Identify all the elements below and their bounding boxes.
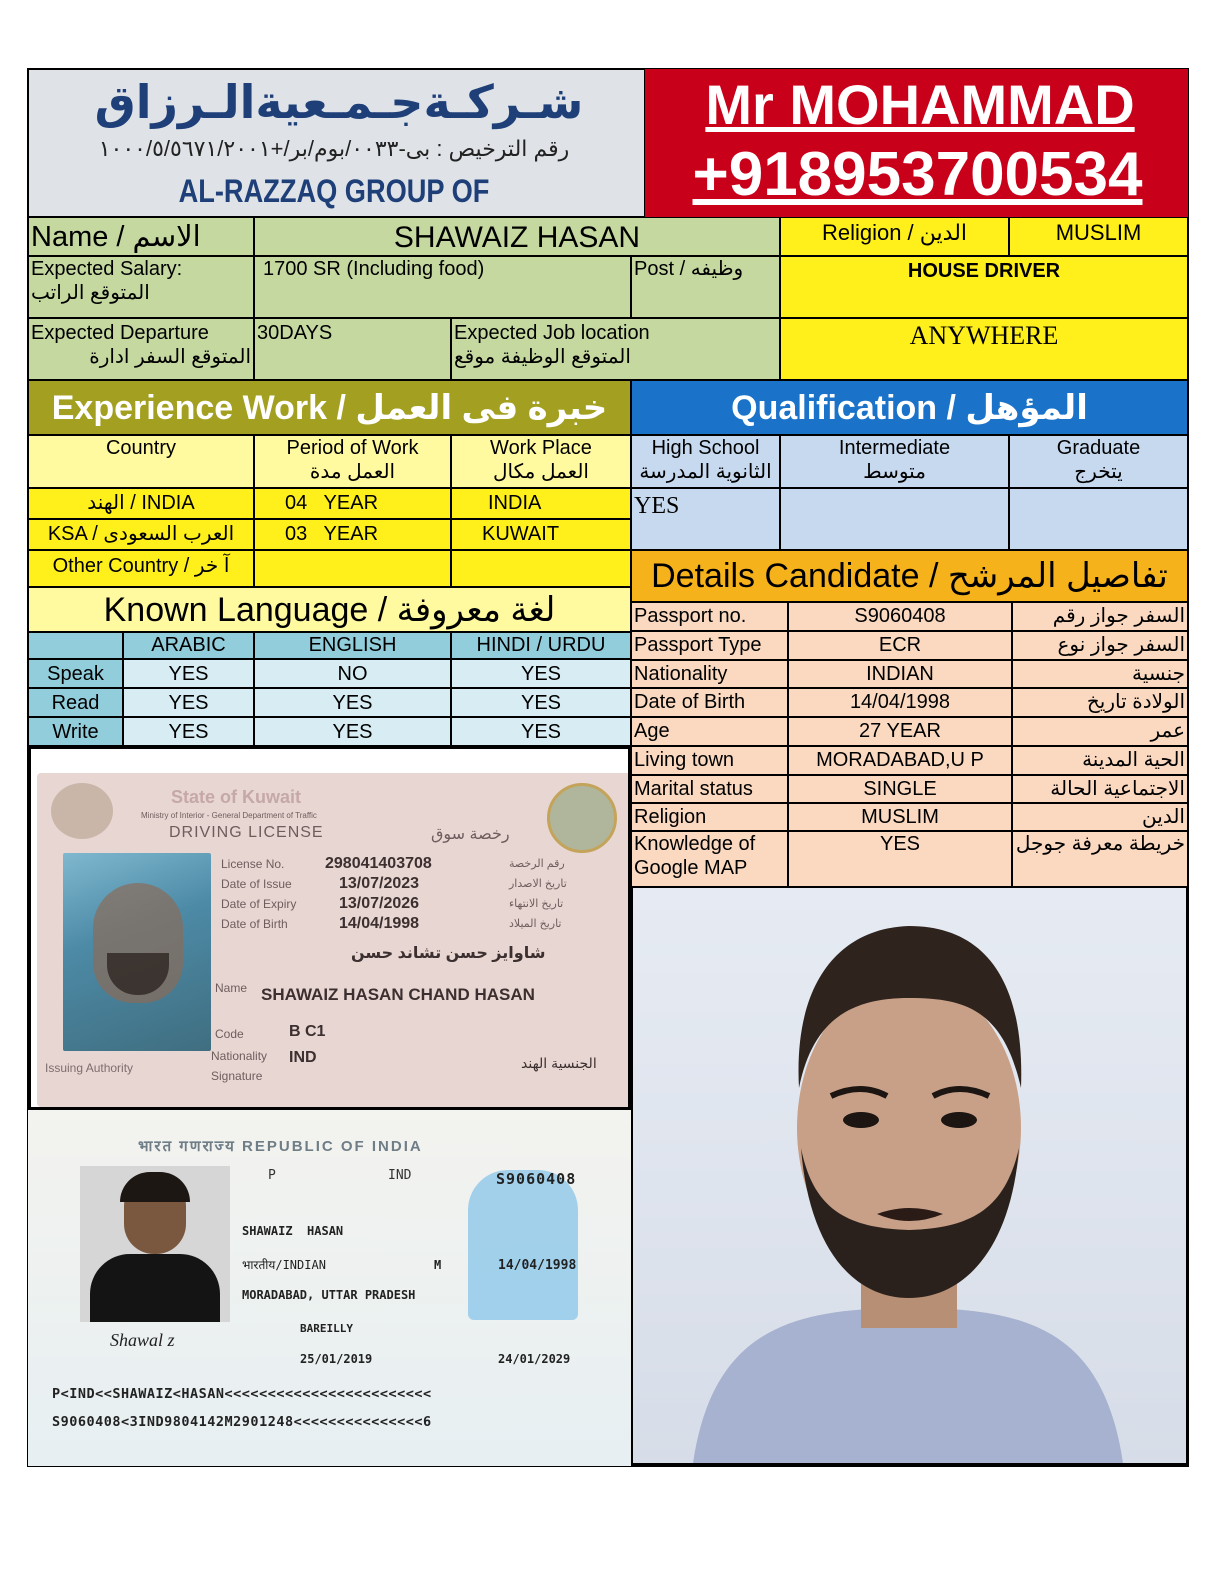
detail-label-ar: السفر جواز نوع: [1012, 631, 1188, 660]
detail-value: 27 YEAR: [788, 717, 1012, 746]
license-field-label-ar: رقم الرخصة: [509, 858, 565, 870]
passport-ghost-photo: [468, 1170, 578, 1320]
license-code-label: Code: [215, 1027, 244, 1041]
language-corner: [28, 632, 123, 659]
language-write-arabic: YES: [123, 717, 254, 746]
detail-label: Living town: [631, 746, 788, 775]
kuwait-emblem-icon: [51, 783, 113, 839]
candidate-portrait-svg: [633, 888, 1186, 1463]
language-row-read: Read: [28, 688, 123, 717]
passport-header: भारत गणराज्य REPUBLIC OF INDIA: [138, 1138, 423, 1155]
license-nationality: IND: [289, 1049, 317, 1066]
qual-value-graduate: [1009, 488, 1188, 550]
traffic-seal-icon: [547, 783, 617, 853]
license-field-label: Date of Birth: [221, 917, 288, 931]
candidate-photo: [631, 886, 1188, 1465]
detail-value: SINGLE: [788, 775, 1012, 803]
license-field-label: License No.: [221, 857, 285, 871]
passport-date-of-issue: 25/01/2019: [300, 1352, 373, 1366]
language-col-arabic: ARABIC: [123, 632, 254, 659]
company-license: رقم الترخيص : بى-٠٠٣٣/بوم/بر/+١٠٠٠/٥/٥٦٧١/٢٠٠١: [98, 136, 570, 161]
detail-value: MUSLIM: [788, 803, 1012, 831]
passport-dob: 14/04/1998: [498, 1258, 577, 1273]
exp-row-2-period: 03 YEAR: [254, 519, 451, 550]
license-field-value: 298041403708: [325, 855, 432, 872]
qual-header-intermediate-ar: متوسط: [863, 461, 926, 483]
departure-label-en: Expected Departure: [31, 322, 209, 344]
name-label: Name / الاسم: [28, 217, 254, 256]
detail-value: 14/04/1998: [788, 688, 1012, 717]
detail-label: Nationality: [631, 660, 788, 688]
license-code: B C1: [289, 1023, 326, 1040]
religion-label: Religion / الدين: [780, 217, 1009, 256]
passport-country: IND: [388, 1168, 412, 1183]
detail-label: Date of Birth: [631, 688, 788, 717]
company-logo: [28, 69, 645, 217]
license-field-label: Date of Expiry: [221, 897, 297, 911]
passport-photo: [80, 1166, 230, 1322]
qual-header-highschool: [631, 435, 780, 488]
exp-header-country: [28, 435, 254, 488]
license-photo: [63, 853, 211, 1051]
language-row-speak: Speak: [28, 659, 123, 688]
exp-header-place-ar: العمل مكال: [493, 461, 589, 483]
detail-value: INDIAN: [788, 660, 1012, 688]
detail-label-ar: الاجتماعية الحالة: [1012, 775, 1188, 803]
qual-header-intermediate-en: Intermediate: [838, 437, 951, 459]
detail-label-ar: السفر جواز رقم: [1012, 602, 1188, 631]
exp-row-1-place: INDIA: [451, 488, 631, 519]
name-value: SHAWAIZ HASAN: [254, 217, 780, 256]
detail-label: Passport Type: [631, 631, 788, 660]
detail-value: YES: [788, 831, 1012, 887]
license-title-ar: رخصة سوق: [431, 826, 510, 843]
exp-row-3-period: [254, 550, 451, 587]
location-label: [451, 318, 780, 380]
qual-value-intermediate: [780, 488, 1009, 550]
contact-phone: +918953700534: [692, 140, 1143, 209]
passport-signature: Shawal z: [110, 1330, 175, 1350]
license-name-label: Name: [215, 981, 248, 995]
company-english-name: AL-RAZZAQ GROUP OF: [178, 173, 490, 209]
exp-row-2-country: KSA / العرب السعودى: [28, 519, 254, 550]
language-read-arabic: YES: [123, 688, 254, 717]
salary-label-en: Expected Salary:: [31, 258, 183, 280]
license-title: DRIVING LICENSE: [169, 824, 324, 841]
detail-value: ECR: [788, 631, 1012, 660]
license-ministry: Ministry of Interior - General Department of Traffic: [141, 811, 317, 820]
license-nationality-label: Nationality: [211, 1049, 268, 1063]
license-field-value: 13/07/2023: [339, 875, 420, 892]
passport-page: [28, 1110, 631, 1466]
qual-header-highschool-en: High School: [651, 437, 760, 459]
qualification-header: Qualification / المؤهل: [631, 380, 1188, 435]
salary-label: [28, 256, 254, 318]
language-speak-arabic: YES: [123, 659, 254, 688]
departure-value: 30DAYS: [254, 318, 451, 380]
license-field-value: 13/07/2026: [339, 895, 420, 912]
qual-header-intermediate: [780, 435, 1009, 488]
detail-label-ar: الحية المدينة: [1012, 746, 1188, 775]
detail-value: S9060408: [788, 602, 1012, 631]
location-label-en: Expected Job location: [454, 322, 650, 344]
passport-place-of-birth: MORADABAD, UTTAR PRADESH: [242, 1288, 416, 1302]
license-name: SHAWAIZ HASAN CHAND HASAN: [261, 985, 535, 1004]
detail-label-ar: الدين: [1012, 803, 1188, 831]
salary-label-ar: المتوقع الراتب: [31, 282, 150, 304]
license-authority: Issuing Authority: [45, 1061, 134, 1075]
exp-header-period-en: Period of Work: [286, 437, 419, 459]
license-signature-label: Signature: [211, 1069, 263, 1083]
license-field-label: Date of Issue: [221, 877, 292, 891]
detail-label: Knowledge of Google MAP: [631, 831, 788, 887]
language-col-english: ENGLISH: [254, 632, 451, 659]
post-value: HOUSE DRIVER: [780, 256, 1188, 318]
exp-header-period-ar: العمل مدة: [309, 461, 396, 483]
passport-type: P: [268, 1168, 276, 1183]
language-header: Known Language / لغة معروفة: [28, 587, 631, 632]
company-arabic-name: شـركـةجـمـعيةالـرزاق: [94, 76, 584, 128]
qual-header-graduate-en: Graduate: [1056, 437, 1141, 459]
license-name-ar: شاوايز حسن تشاند حسن: [351, 945, 546, 962]
detail-label-ar: جنسية: [1012, 660, 1188, 688]
driving-license-card: [28, 746, 631, 1110]
exp-row-2-place: KUWAIT: [451, 519, 631, 550]
exp-row-3-place: [451, 550, 631, 587]
passport-mrz-line-2: S9060408<3IND9804142M2901248<<<<<<<<<<<<<<<6: [52, 1414, 432, 1430]
license-state: State of Kuwait: [171, 787, 302, 807]
language-row-write: Write: [28, 717, 123, 746]
departure-label-ar: المتوقع السفر ادارة: [89, 346, 251, 368]
exp-row-1-period: 04 YEAR: [254, 488, 451, 519]
passport-given-name: SHAWAIZ HASAN: [242, 1224, 344, 1238]
license-nationality-ar: الجنسية الهند: [521, 1055, 597, 1071]
detail-label-ar: عمر: [1012, 717, 1188, 746]
passport-place-of-issue: BAREILLY: [300, 1322, 353, 1335]
language-write-english: YES: [254, 717, 451, 746]
post-label: Post / وظيفه: [631, 256, 780, 318]
religion-value: MUSLIM: [1009, 217, 1188, 256]
detail-label-ar: خريطة معرفة جوجل: [1012, 831, 1188, 887]
location-value: ANYWHERE: [780, 318, 1188, 380]
contact-name: Mr MOHAMMAD: [705, 73, 1135, 136]
language-speak-hindi: YES: [451, 659, 631, 688]
location-label-ar: المتوقع الوظيفة موقع: [454, 346, 631, 368]
details-header: Details Candidate / تفاصيل المرشح: [631, 550, 1188, 602]
license-field-label-ar: تاريخ الاصدار: [509, 878, 567, 890]
exp-header-place: [451, 435, 631, 488]
qual-value-highschool: YES: [631, 488, 780, 550]
passport-mrz-line-1: P<IND<<SHAWAIZ<HASAN<<<<<<<<<<<<<<<<<<<<<<<<: [52, 1386, 432, 1402]
language-read-hindi: YES: [451, 688, 631, 717]
contact-block: [645, 69, 1188, 217]
detail-label-ar: الولادة تاريخ: [1012, 688, 1188, 717]
language-speak-english: NO: [254, 659, 451, 688]
license-field-label-ar: تاريخ الميلاد: [509, 918, 562, 930]
detail-label: Religion: [631, 803, 788, 831]
experience-header: Experience Work / خبرة فى العمل: [28, 380, 631, 435]
detail-label: Age: [631, 717, 788, 746]
passport-nationality: भारतीय/INDIAN: [242, 1258, 326, 1272]
language-col-hindi: HINDI / URDU: [451, 632, 631, 659]
exp-row-3-country: Other Country / آ خر: [28, 550, 254, 587]
license-field-value: 14/04/1998: [339, 915, 420, 932]
qual-header-graduate: [1009, 435, 1188, 488]
salary-value: 1700 SR (Including food): [254, 256, 631, 318]
license-field-label-ar: تاريخ الانتهاء: [509, 898, 564, 910]
departure-label: [28, 318, 254, 380]
exp-header-country-en: Country: [105, 437, 177, 459]
exp-row-1-country: الهند / INDIA: [28, 488, 254, 519]
detail-label: Marital status: [631, 775, 788, 803]
passport-number: S9060408: [496, 1170, 577, 1188]
passport-sex: M: [434, 1258, 442, 1272]
detail-label: Passport no.: [631, 602, 788, 631]
exp-header-period: [254, 435, 451, 488]
exp-header-place-en: Work Place: [490, 437, 592, 459]
detail-value: MORADABAD,U P: [788, 746, 1012, 775]
language-read-english: YES: [254, 688, 451, 717]
qual-header-highschool-ar: الثانوية المدرسة: [639, 461, 772, 483]
passport-date-of-expiry: 24/01/2029: [498, 1352, 571, 1366]
qual-header-graduate-ar: يتخرج: [1074, 461, 1123, 483]
language-write-hindi: YES: [451, 717, 631, 746]
